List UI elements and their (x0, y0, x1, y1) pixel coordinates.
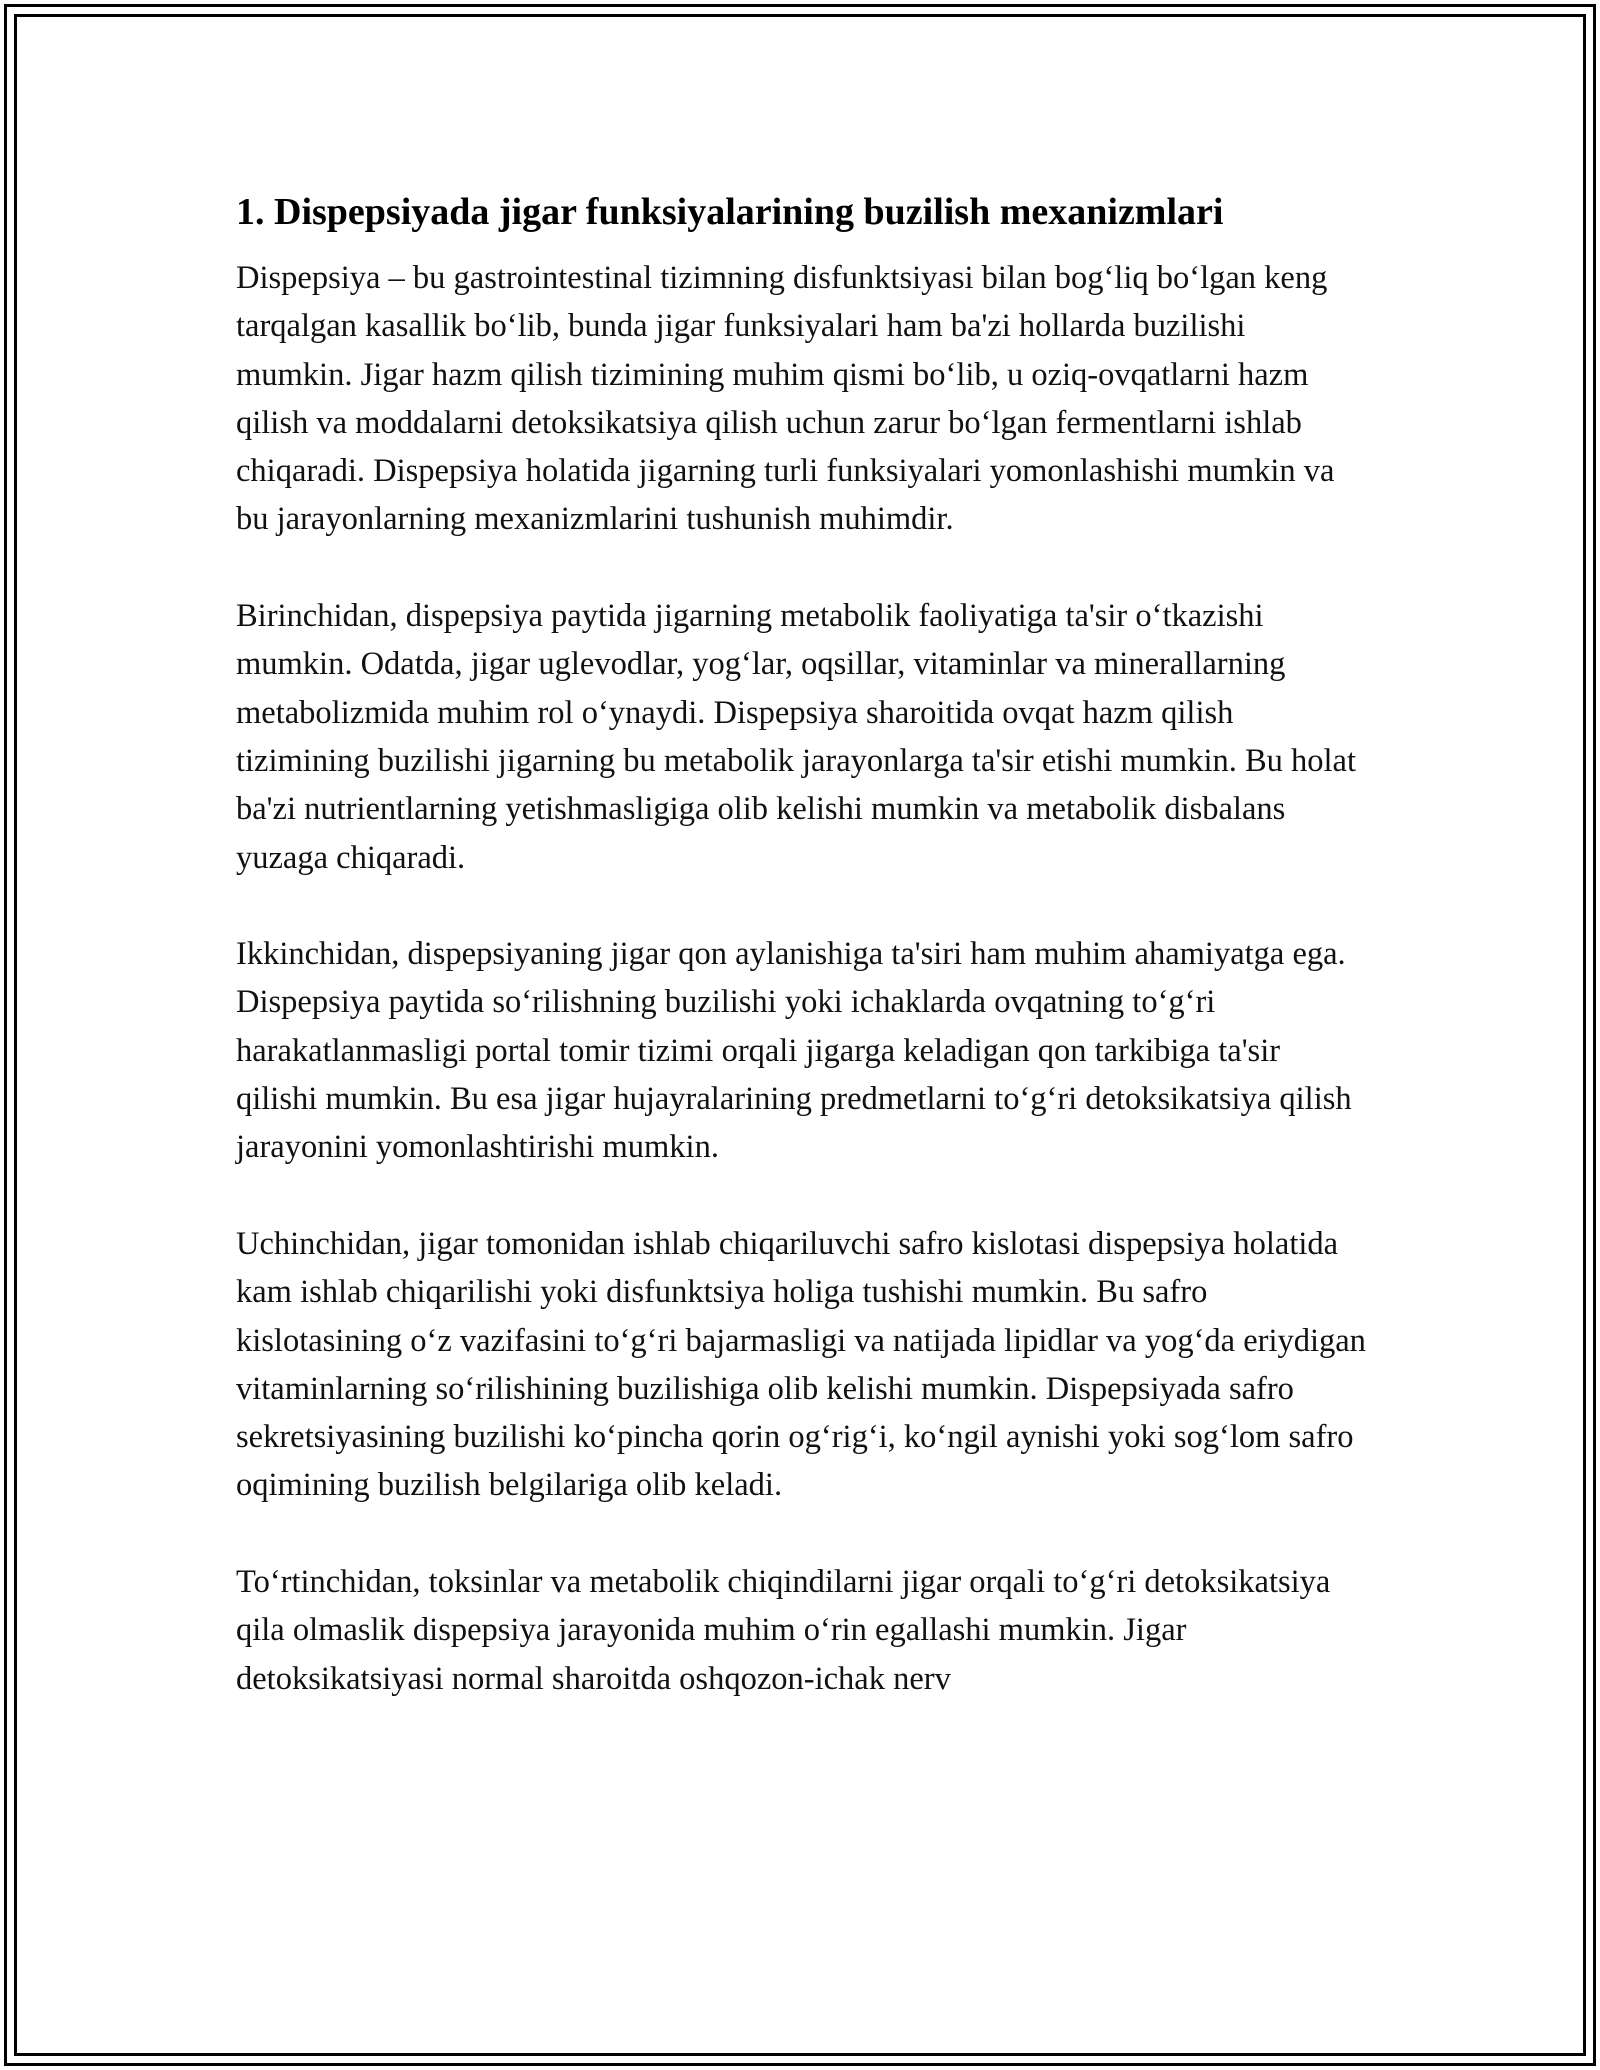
section-heading: 1. Dispepsiyada jigar funksiyalarining buzilish mexanizmlari (236, 191, 1224, 233)
document-body (236, 186, 1366, 1751)
paragraph-first-point: Birinchidan, dispepsiya paytida jigarning metabolik faoliyatiga ta'sir o‘tkazishi mumkin. Odatda, jigar uglevodlar, yog‘lar, oqsillar, vitaminlar va minerallarning metabolizmida muhim rol o‘ynaydi. Dispepsiya sharoitida ovqat hazm qilish tizimining buzilishi jigarning bu metabolik jarayonlarga ta'sir etishi mumkin. Bu holat ba'zi nutrientlarning yetishmasligiga olib kelishi mumkin va metabolik disbalans yuzaga chiqaradi. (236, 598, 1357, 876)
paragraph-intro: Dispepsiya – bu gastrointestinal tizimning disfunktsiyasi bilan bog‘liq bo‘lgan keng tarqalgan kasallik bo‘lib, bunda jigar funksiyalari ham ba'zi hollarda buzilishi mumkin. Jigar hazm qilish tizimining muhim qismi bo‘lib, u oziq-ovqatlarni hazm qilish va moddalarni detoksikatsiya qilish uchun zarur bo‘lgan fermentlarni ishlab chiqaradi. Dispepsiya holatida jigarning turli funksiyalari yomonlashishi mumkin va bu jarayonlarning mexanizmlarini tushunish muhimdir. (236, 260, 1335, 538)
paragraph-second-point: Ikkinchidan, dispepsiyaning jigar qon aylanishiga ta'siri ham muhim ahamiyatga ega. Dispepsiya paytida so‘rilishning buzilishi yoki ichaklarda ovqatning to‘g‘ri harakatlanmasligi portal tomir tizimi orqali jigarga keladigan qon tarkibiga ta'sir qilishi mumkin. Bu esa jigar hujayralarining predmetlarni to‘g‘ri detoksikatsiya qilish jarayonini yomonlashtirishi mumkin. (236, 936, 1352, 1166)
paragraph-third-point: Uchinchidan, jigar tomonidan ishlab chiqariluvchi safro kislotasi dispepsiya holatida kam ishlab chiqarilishi yoki disfunktsiya holiga tushishi mumkin. Bu safro kislotasining o‘z vazifasini to‘g‘ri bajarmasligi va natijada lipidlar va yog‘da eriydigan vitaminlarning so‘rilishining buzilishiga olib kelishi mumkin. Dispepsiyada safro sekretsiyasining buzilishi ko‘pincha qorin og‘rig‘i, ko‘ngil aynishi yoki sog‘lom safro oqimining buzilish belgilariga olib keladi. (236, 1225, 1366, 1504)
paragraph-fourth-point: To‘rtinchidan, toksinlar va metabolik chiqindilarni jigar orqali to‘g‘ri detoksikatsiya qila olmaslik dispepsiya jarayonida muhim o‘rin egallashi mumkin. Jigar detoksikatsiyasi normal sharoitda oshqozon-ichak nerv (236, 1564, 1331, 1697)
